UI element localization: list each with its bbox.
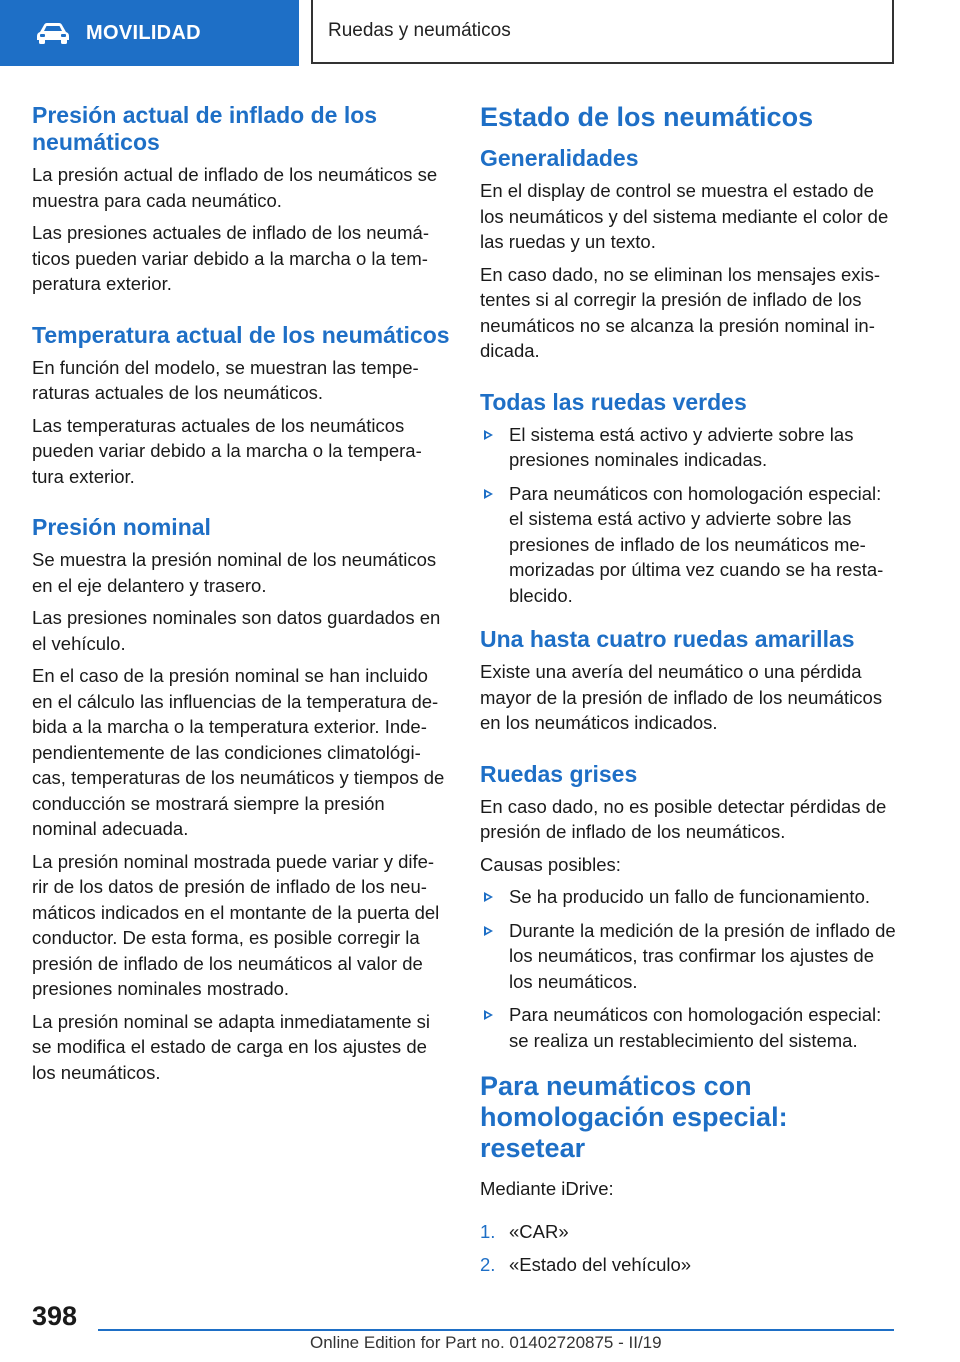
paragraph: La presión nominal se adapta inmediatamente si se modifica el estado de carga en los ajustes de los neumáticos. <box>32 1010 430 1083</box>
paragraph: Se muestra la presión nominal de los neumáticos en el eje delantero y trasero. <box>32 549 437 596</box>
left-column <box>32 102 450 1092</box>
step-text: «CAR» <box>509 1220 569 1242</box>
chapter-label: Ruedas y neumáticos <box>328 20 511 41</box>
step-number: 2. <box>480 1254 496 1275</box>
section-heading-yellow-wheels: Una hasta cuatro ruedas amarillas <box>480 626 855 652</box>
paragraph: En el display de control se muestra el estado de los neumáticos y del sistema mediante el color de las ruedas y un texto. <box>480 180 889 252</box>
chapter-heading-tire-status: Estado de los neumáticos <box>480 102 814 132</box>
paragraph: La presión actual de inflado de los neumáticos se muestra para cada neumático. <box>32 164 438 211</box>
step-item <box>480 1219 896 1245</box>
bullet-list <box>480 422 896 609</box>
step-number: 1. <box>480 1220 496 1242</box>
paragraph: Las temperaturas actuales de los neumáticos pueden variar debido a la marcha o la tempera‐tura exterior. <box>32 414 422 487</box>
car-icon <box>36 22 70 44</box>
paragraph: Las presiones actuales de inflado de los neumá‐ticos pueden variar debido a la marcha o la tem‐peratura exterior. <box>32 222 429 294</box>
page-header <box>0 0 960 66</box>
section-label: MOVILIDAD <box>86 21 201 44</box>
section-heading-all-green: Todas las ruedas verdes <box>480 388 747 415</box>
list-item-text: Durante la medición de la presión de inflado de los neumáticos, tras confirmar los ajustes de los neumáticos. <box>509 919 896 992</box>
list-item <box>480 422 896 473</box>
list-item <box>480 1002 896 1053</box>
section-heading-nominal-pressure: Presión nominal <box>32 514 211 540</box>
list-item <box>480 884 896 910</box>
step-item <box>480 1252 896 1278</box>
list-item-text: Se ha producido un fallo de funcionamiento. <box>509 886 871 907</box>
paragraph: Las presiones nominales son datos guardados en el vehículo. <box>32 607 441 654</box>
triangle-bullet-icon <box>484 430 493 440</box>
section-heading-current-temperature: Temperatura actual de los neumáticos <box>32 321 450 348</box>
paragraph: Existe una avería del neumático o una pérdida mayor de la presión de inflado de los neumáticos en los neumáticos indicados. <box>480 661 883 733</box>
paragraph: Mediante iDrive: <box>480 1178 614 1199</box>
triangle-bullet-icon <box>484 892 493 902</box>
triangle-bullet-icon <box>484 1010 493 1020</box>
chapter-tab[interactable] <box>311 0 894 64</box>
list-item-text: El sistema está activo y advierte sobre las presiones nominales indicadas. <box>509 423 854 470</box>
triangle-bullet-icon <box>484 489 493 499</box>
list-item <box>480 918 896 995</box>
section-heading-grey-wheels: Ruedas grises <box>480 760 638 787</box>
section-heading-general: Generalidades <box>480 145 639 171</box>
paragraph: En función del modelo, se muestran las tempe‐raturas actuales de los neumáticos. <box>32 356 419 403</box>
paragraph: En caso dado, no es posible detectar pérdidas de presión de inflado de los neumáticos. <box>480 795 887 842</box>
step-list <box>480 1219 896 1278</box>
chapter-heading-reset: Para neumáticos con homologación especial: resetear <box>480 1071 788 1163</box>
paragraph: La presión nominal mostrada puede variar y dife‐rir de los datos de presión de inflado de los neu‐máticos indicados en el montante de la puerta del conductor. De esta forma, es posible corregir la presión de inflado de los neumáticos al valor de presiones nominales mostrado. <box>32 850 440 999</box>
paragraph: En el caso de la presión nominal se han incluido en el cálculo las influencias de la temperatura de‐bida a la marcha o la temperatura exterior. Inde‐pendientemente de las condiciones climatológi‐cas, temperaturas de los neumáticos y tiempos de conducción se mostrará siempre la presión nominal adecuada. <box>32 665 445 839</box>
footer-divider <box>98 1329 894 1331</box>
paragraph: En caso dado, no se eliminan los mensajes exis‐tentes si al corregir la presión de inflado de los neumáticos no se alcanza la presión nominal in‐dicada. <box>480 263 881 361</box>
section-heading-current-pressure: Presión actual de inflado de los neumáticos <box>32 102 378 155</box>
paragraph: Causas posibles: <box>480 853 621 875</box>
list-item-text: Para neumáticos con homologación especial: el sistema está activo y advierte sobre las presiones de inflado de los neumáticos me‐morizadas por última vez cuando se ha resta‐blecido. <box>509 482 884 606</box>
edition-note: Online Edition for Part no. 01402720875 - II/19 <box>310 1333 662 1352</box>
bullet-list <box>480 884 896 1053</box>
triangle-bullet-icon <box>484 926 493 936</box>
list-item-text: Para neumáticos con homologación especial: se realiza un restablecimiento del sistema. <box>509 1004 882 1051</box>
step-text: «Estado del vehículo» <box>509 1254 692 1275</box>
section-tab[interactable] <box>0 0 299 66</box>
right-column <box>480 102 896 1286</box>
page-number: 398 <box>32 1301 78 1331</box>
list-item <box>480 481 896 609</box>
